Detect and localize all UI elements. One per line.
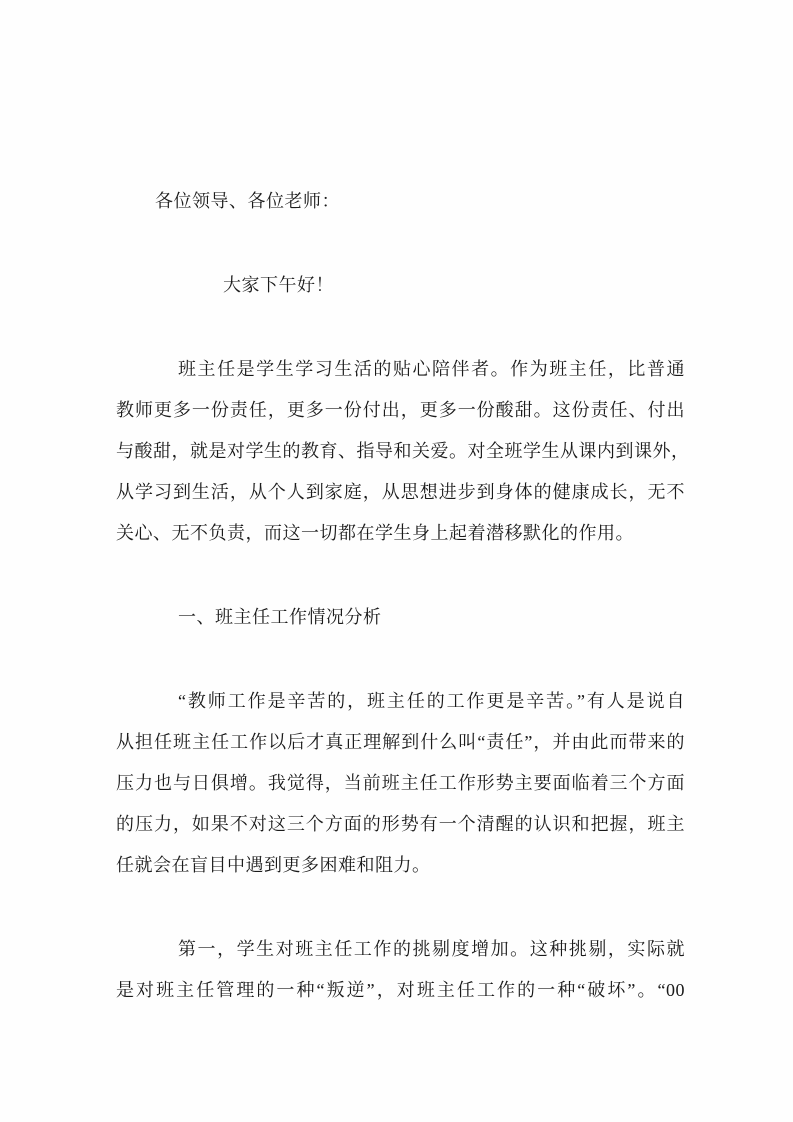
text-line: 任就会在盲目中遇到更多困难和阻力。: [116, 855, 431, 875]
text-line: 一、班主任工作情况分析: [178, 607, 382, 627]
text-line: 与酸甜，就是对学生的教育、指导和关爱。对全班学生从课内到课外，: [116, 441, 690, 461]
text-line: 班主任是学生学习生活的贴心陪伴者。作为班主任，比普通: [178, 359, 685, 379]
greeting-line: [116, 265, 685, 306]
text-line: 压力也与日俱增。我觉得，当前班主任工作形势主要面临着三个方面: [116, 773, 685, 793]
document-content: [116, 181, 690, 1011]
section-heading: [116, 597, 685, 638]
analysis-paragraph: [116, 681, 685, 886]
intro-paragraph: [116, 349, 690, 554]
text-line: 第一，学生对班主任工作的挑剔度增加。这种挑剔，实际就: [178, 939, 685, 959]
salutation-line: [116, 181, 685, 222]
text-line: 的压力，如果不对这三个方面的形势有一个清醒的认识和把握，班主: [116, 814, 685, 834]
text-line: 关心、无不负责，而这一切都在学生身上起着潜移默化的作用。: [116, 523, 634, 543]
text-line: 大家下午好！: [223, 275, 334, 295]
text-line: 从学习到生活，从个人到家庭，从思想进步到身体的健康成长，无不: [116, 482, 685, 502]
text-line: “教师工作是辛苦的，班主任的工作更是辛苦。”有人是说自: [178, 691, 685, 711]
text-line: 教师更多一份责任，更多一份付出，更多一份酸甜。这份责任、付出: [116, 400, 685, 420]
first-point-paragraph: [116, 929, 685, 1011]
text-line: 各位领导、各位老师：: [155, 191, 340, 211]
text-line: 是对班主任管理的一种“叛逆”，对班主任工作的一种“破坏”。“00: [116, 980, 685, 1000]
text-line: 从担任班主任工作以后才真正理解到什么叫“责任”，并由此而带来的: [116, 732, 685, 752]
